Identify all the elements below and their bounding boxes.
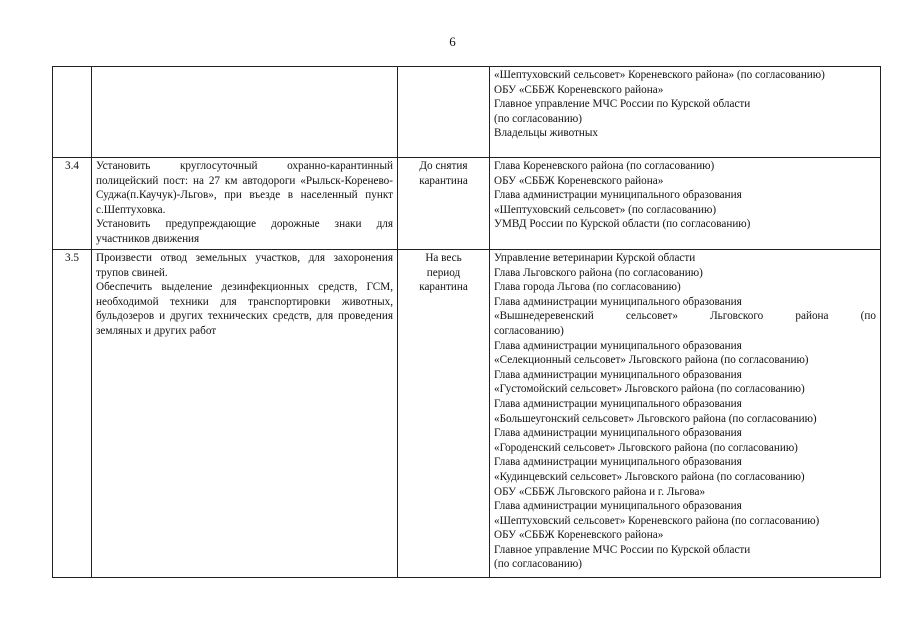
deadline-line: До снятия [419, 160, 468, 172]
responsible-line: ОБУ «СББЖ Льговского района и г. Льгова» [494, 485, 706, 498]
responsible-line: Глава администрации муниципального образования [494, 368, 742, 381]
responsible-line: Глава администрации муниципального образования [494, 500, 742, 513]
responsible-line: «Кудинцевский сельсовет» Льговского района (по согласованию) [494, 470, 805, 483]
responsible-line: Главное управление МЧС России по Курской области [494, 543, 751, 556]
responsible-line: Главное управление МЧС России по Курской области [494, 98, 751, 111]
responsible-line: «Густомойский сельсовет» Льговского района (по согласованию) [494, 383, 805, 396]
row-number-cell [53, 67, 92, 158]
responsible-line: «Городенский сельсовет» Льговского района (по согласованию) [494, 441, 798, 454]
responsible-line: ОБУ «СББЖ Кореневского района» [494, 174, 664, 187]
responsible-cell [490, 158, 881, 250]
deadline-line: период [426, 266, 461, 279]
table-row [53, 250, 881, 578]
responsible-line: Владельцы животных [494, 127, 599, 140]
task-paragraph: Обеспечить выделение дезинфекционных средств, ГСМ, необходимой техники для транспортировки животных, бульдозеров и других технических средств, для проведения земляных и других работ [96, 281, 393, 337]
responsible-line: Глава администрации муниципального образования [494, 339, 742, 352]
deadline-cell [398, 250, 490, 578]
responsible-line: Глава администрации муниципального образования [494, 295, 742, 308]
deadline-cell [398, 158, 490, 250]
responsible-cell [490, 67, 881, 158]
responsible-line: Глава города Льгова (по согласованию) [494, 281, 681, 294]
measures-table [52, 66, 881, 578]
responsible-line: «Большеугонский сельсовет» Льговского района (по согласованию) [494, 412, 817, 425]
responsible-line: «Шептуховский сельсовет» (по согласованию) [494, 203, 717, 216]
row-number-cell: 3.5 [53, 250, 92, 578]
responsible-line: Управление ветеринарии Курской области [494, 252, 696, 264]
deadline-line: На весь [425, 252, 462, 264]
page-number: 6 [449, 34, 456, 49]
responsible-line: согласованию) [494, 324, 564, 337]
responsible-line: (по согласованию) [494, 112, 582, 125]
task-paragraph: Установить предупреждающие дорожные знаки для участников движения [96, 218, 393, 245]
task-cell [92, 67, 398, 158]
responsible-line: Глава администрации муниципального образования [494, 456, 742, 469]
responsible-line: «Шептуховский сельсовет» Кореневского района» (по согласованию) [494, 69, 825, 81]
responsible-line: Глава администрации муниципального образования [494, 427, 742, 440]
responsible-line: (по согласованию) [494, 558, 582, 571]
row-number-cell: 3.4 [53, 158, 92, 250]
responsible-line: «Вышнедеревенский сельсовет» Льговского района (по [494, 310, 876, 323]
responsible-line: «Селекционный сельсовет» Льговского района (по согласованию) [494, 354, 809, 367]
responsible-line: УМВД России по Курской области (по согласованию) [494, 218, 751, 231]
responsible-line: «Шептуховский сельсовет» Кореневского района (по согласованию) [494, 514, 820, 527]
table-row [53, 67, 881, 158]
responsible-line: ОБУ «СББЖ Кореневского района» [494, 83, 664, 96]
deadline-line: карантина [419, 281, 468, 294]
table-row [53, 158, 881, 250]
task-paragraph: Установить круглосуточный охранно-карантинный полицейский пост: на 27 км автодороги «Рыльск-Коренево-Суджа(п.Каучук)-Льгов», при въезде в населенный пункт с.Шептуховка. [96, 160, 393, 216]
task-cell [92, 250, 398, 578]
deadline-cell [398, 67, 490, 158]
deadline-line: карантина [419, 174, 468, 187]
responsible-cell [490, 250, 881, 578]
responsible-line: ОБУ «СББЖ Кореневского района» [494, 529, 664, 542]
responsible-line: Глава Кореневского района (по согласованию) [494, 160, 715, 172]
task-cell [92, 158, 398, 250]
task-paragraph: Произвести отвод земельных участков, для захоронения трупов свиней. [96, 252, 393, 279]
responsible-line: Глава администрации муниципального образования [494, 189, 742, 202]
responsible-line: Глава администрации муниципального образования [494, 397, 742, 410]
responsible-line: Глава Льговского района (по согласованию) [494, 266, 703, 279]
